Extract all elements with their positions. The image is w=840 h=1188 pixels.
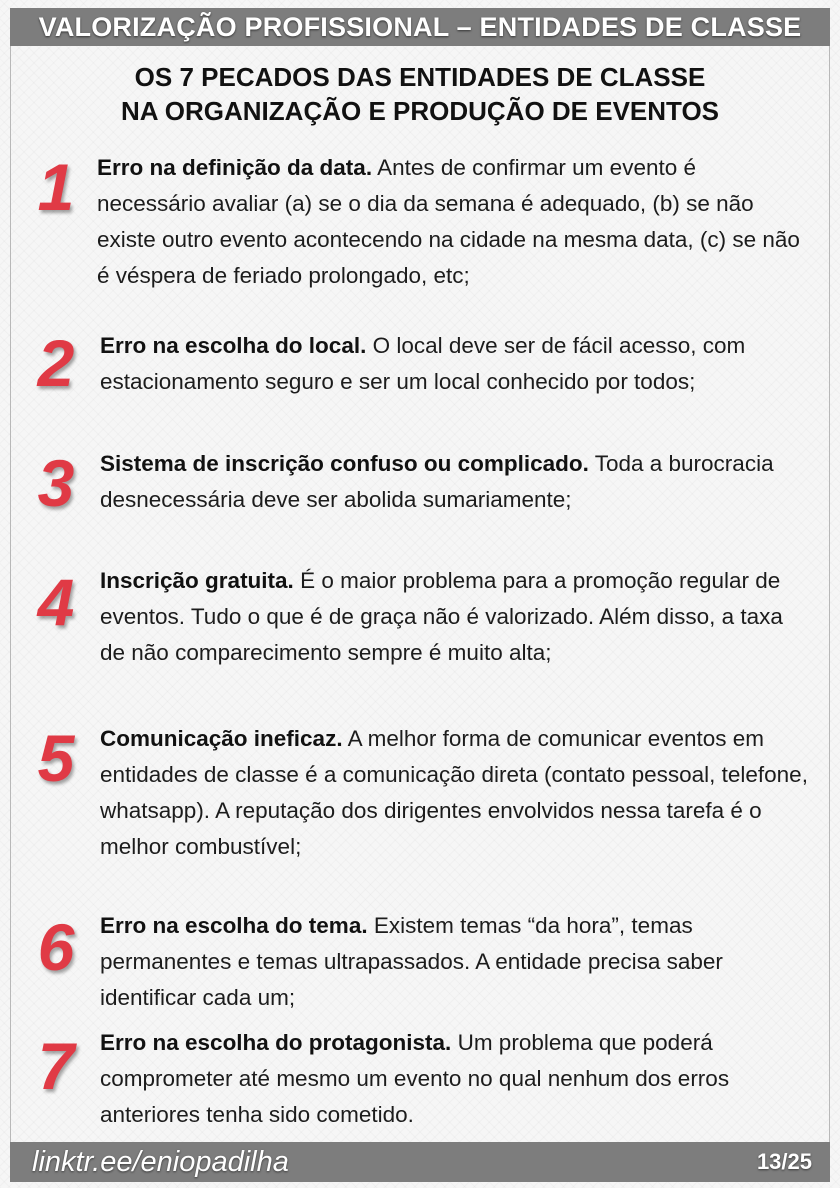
sin-body-2: O local deve ser de fácil acesso, com estacionamento seguro e ser um local conhecido por todos; (100, 333, 746, 394)
sin-body-7: Um problema que poderá comprometer até mesmo um evento no qual nenhum dos erros anteriores tenha sido cometido. (100, 1030, 730, 1127)
banner-title: VALORIZAÇÃO PROFISSIONAL – ENTIDADES DE CLASSE (38, 11, 802, 42)
sin-heading-5: Comunicação ineficaz. (100, 726, 343, 751)
sin-text-2 (100, 328, 812, 400)
sin-body-6: Existem temas “da hora”, temas permanentes e temas ultrapassados. A entidade precisa saber identificar cada um; (100, 913, 723, 1010)
footer-link[interactable]: linktr.ee/eniopadilha (32, 1146, 289, 1178)
sin-number-5: 5 (37, 721, 75, 795)
sin-text-1 (97, 150, 809, 294)
sin-heading-7: Erro na escolha do protagonista. (100, 1030, 452, 1055)
sin-text-7 (100, 1025, 812, 1133)
sin-body-3: Toda a burocracia desnecessária deve ser abolida sumariamente; (100, 451, 774, 512)
sin-number-3: 3 (37, 446, 75, 520)
bottom-banner (10, 1142, 830, 1182)
sin-text-3 (100, 446, 812, 518)
sin-heading-6: Erro na escolha do tema. (100, 913, 368, 938)
top-banner (10, 8, 830, 46)
page-number: 13/25 (756, 1149, 812, 1174)
sin-heading-3: Sistema de inscrição confuso ou complicado. (100, 451, 589, 476)
sin-heading-1: Erro na definição da data. (97, 155, 373, 180)
sin-text-4 (100, 563, 812, 671)
page-title-line-2: NA ORGANIZAÇÃO E PRODUÇÃO DE EVENTOS (120, 96, 720, 126)
sin-body-1: Antes de confirmar um evento é necessário avaliar (a) se o dia da semana é adequado, (b) se não existe outro evento acontecendo na cidade na mesma data, (c) se não é véspera de feriado prolongado, etc; (97, 155, 800, 288)
sin-number-6: 6 (37, 910, 75, 984)
sin-number-7: 7 (37, 1029, 75, 1103)
sin-body-4: É o maior problema para a promoção regular de eventos. Tudo o que é de graça não é valorizado. Além disso, a taxa de não comparecimento sempre é muito alta; (100, 568, 783, 665)
sin-number-4: 4 (37, 565, 75, 639)
sin-number-2: 2 (37, 326, 75, 400)
sin-heading-2: Erro na escolha do local. (100, 333, 367, 358)
sin-body-5: A melhor forma de comunicar eventos em entidades de classe é a comunicação direta (contato pessoal, telefone, whatsapp). A reputação dos dirigentes envolvidos nessa tarefa é o melhor combustível; (100, 726, 808, 859)
sin-number-1: 1 (37, 150, 75, 224)
page-title-line-1: OS 7 PECADOS DAS ENTIDADES DE CLASSE (134, 62, 706, 92)
sin-text-5 (100, 721, 812, 865)
sin-text-6 (100, 908, 812, 1016)
sin-heading-4: Inscrição gratuita. (100, 568, 294, 593)
page-title (0, 60, 840, 128)
